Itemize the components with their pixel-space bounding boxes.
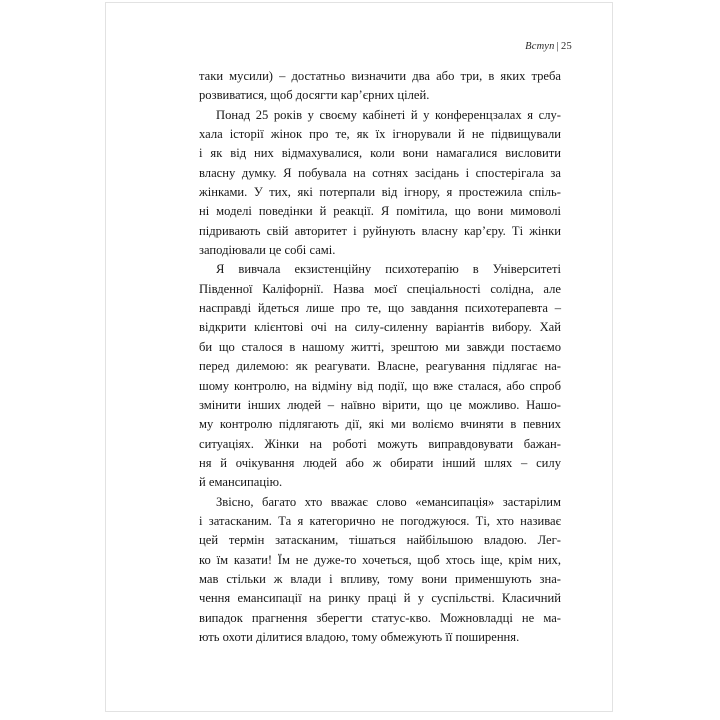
text-line: таки мусили) – достатньо визначити два або три, в яких треба (199, 69, 561, 83)
text-line: заподіювали це собі самі. (199, 243, 336, 258)
body-text-block (199, 67, 561, 647)
text-line: підривають свій авторитет і руйнують власну кар’єру. Ті жінки (199, 223, 561, 238)
text-line: насправді йдеться лише про те, що завдання психотерапевта – (199, 301, 561, 316)
book-page-sheet (105, 2, 613, 712)
text-line: мав стільки ж влади і впливу, тому вони применшують зна- (199, 571, 561, 586)
text-line: відкрити клієнтові очі на силу-силенну варіантів вибору. Хай (199, 320, 561, 335)
paragraph (199, 260, 561, 492)
running-head-separator: | (556, 41, 559, 52)
page-number: 25 (561, 41, 572, 52)
text-line: власну думку. Я побувала на сотнях засідань і спостерігала за (199, 165, 561, 180)
text-line: ні моделі поведінки й реакції. Я помітила, що вони мимоволі (199, 204, 561, 219)
text-line: шому контролю, на відміну від події, що вже сталася, або спроб (199, 378, 561, 393)
text-line: й емансипацію. (199, 475, 283, 490)
text-line: випадок прагнення зберегти статус-кво. Можновладці не ма- (199, 610, 561, 625)
text-line: і затасканим. Та я категорично не погоджуюся. Ті, хто називає (199, 513, 561, 528)
text-line: му контролю підлягають дії, які ми воліємо вчиняти в певних (199, 417, 561, 432)
text-line: цей термін затасканим, тішаться найбільшою владою. Лег- (199, 533, 561, 548)
text-line: перед дилемою: як реагувати. Власне, реагування підлягає на- (199, 359, 561, 374)
text-line: ня й очікування людей або ж обирати інший шлях – силу (199, 455, 561, 470)
text-line: жінками. У тих, які потерпали від ігнору, я простежила спіль- (199, 185, 561, 200)
text-line: чення емансипації на ринку праці й у суспільстві. Класичний (199, 591, 561, 606)
running-head-chapter: Вступ (525, 41, 555, 52)
text-line: і як від них відмахувалися, коли вони намагалися висловити (199, 146, 561, 161)
text-line: Південної Каліфорнії. Назва моєї спеціальності солідна, але (199, 281, 561, 296)
running-head (106, 41, 572, 52)
text-line: хала історії жінок про те, як їх ігнорували й не підвищували (199, 127, 561, 142)
text-line: Понад 25 років у своєму кабінеті й у конференцзалах я слу- (216, 107, 561, 122)
text-line: Звісно, багато хто вважає слово «емансипація» застарілим (216, 494, 561, 509)
text-line: би що сталося в нашому житті, зрештою ми завжди постаємо (199, 339, 561, 354)
text-line: ко їм казати! Їм не дуже-то хочеться, щоб хтось іще, крім них, (199, 552, 561, 567)
paragraph (199, 106, 561, 261)
text-line: Я вивчала екзистенційну психотерапію в Університеті (216, 262, 561, 277)
text-line: розвиватися, щоб досягти кар’єрних цілей. (199, 88, 430, 103)
text-line: змінити інших людей – наївно вірити, що це можливо. Нашо- (199, 397, 561, 412)
paragraph (199, 67, 561, 106)
text-line: ситуаціях. Жінки на роботі можуть виправдовувати бажан- (199, 436, 561, 451)
paragraph (199, 493, 561, 648)
text-line: ють охоти ділитися владою, тому обмежують її поширення. (199, 629, 520, 644)
